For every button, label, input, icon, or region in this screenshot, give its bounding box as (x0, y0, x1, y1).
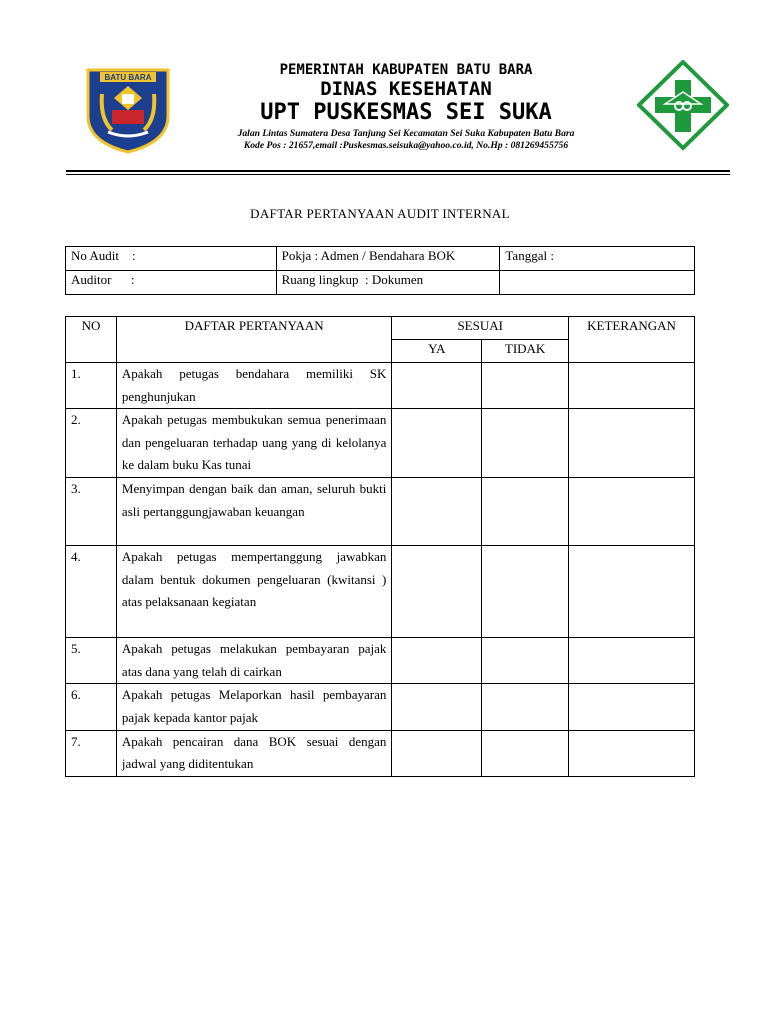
table-row (66, 730, 695, 776)
letterhead-office: DINAS KESEHATAN (320, 78, 492, 100)
letterhead-rule-thin (66, 174, 730, 175)
row-number: 4. (66, 546, 117, 638)
header-daftar-pertanyaan: DAFTAR PERTANYAAN (116, 317, 391, 363)
auditor-field[interactable]: Auditor : (66, 271, 277, 295)
audit-info-table (65, 246, 695, 295)
ya-cell[interactable] (392, 478, 482, 546)
letterhead (176, 62, 636, 152)
audit-info-row (66, 247, 695, 271)
tidak-cell[interactable] (482, 730, 569, 776)
row-number: 6. (66, 684, 117, 730)
emblem-text: BATU BARA (104, 73, 152, 82)
tidak-cell[interactable] (482, 363, 569, 409)
tidak-cell[interactable] (482, 546, 569, 638)
keterangan-cell[interactable] (569, 638, 695, 684)
question-text: Apakah petugas membukukan semua penerimaan dan pengeluaran terhadap uang yang di kelolanya ke dalam buku Kas tunai (116, 409, 391, 478)
header-keterangan: KETERANGAN (569, 317, 695, 363)
header-row (66, 317, 695, 340)
table-row (66, 546, 695, 638)
header-no: NO (66, 317, 117, 363)
ya-cell[interactable] (392, 730, 482, 776)
letterhead-address: Jalan Lintas Sumatera Desa Tanjung Sei Kecamatan Sei Suka Kabupaten Batu Bara (237, 128, 575, 139)
no-audit-field[interactable]: No Audit : (66, 247, 277, 271)
keterangan-cell[interactable] (569, 730, 695, 776)
pokja-field: Pokja : Admen / Bendahara BOK (276, 247, 500, 271)
question-table (65, 316, 695, 777)
audit-info-row (66, 271, 695, 295)
table-row (66, 478, 695, 546)
header-tidak: TIDAK (482, 340, 569, 363)
question-text: Apakah petugas mempertanggung jawabkan dalam bentuk dokumen pengeluaran (kwitansi ) atas pelaksanaan kegiatan (116, 546, 391, 638)
letterhead-rule-thick (66, 170, 730, 172)
tidak-cell[interactable] (482, 478, 569, 546)
letterhead-institution: UPT PUSKESMAS SEI SUKA (260, 100, 552, 125)
keterangan-cell[interactable] (569, 546, 695, 638)
batu-bara-regency-emblem-icon (82, 64, 174, 154)
row-number: 1. (66, 363, 117, 409)
row-number: 2. (66, 409, 117, 478)
ya-cell[interactable] (392, 363, 482, 409)
table-row (66, 638, 695, 684)
empty-cell (500, 271, 695, 295)
tidak-cell[interactable] (482, 638, 569, 684)
question-text: Apakah petugas Melaporkan hasil pembayaran pajak kepada kantor pajak (116, 684, 391, 730)
table-row (66, 363, 695, 409)
tidak-cell[interactable] (482, 684, 569, 730)
row-number: 7. (66, 730, 117, 776)
row-number: 5. (66, 638, 117, 684)
ya-cell[interactable] (392, 638, 482, 684)
ya-cell[interactable] (392, 409, 482, 478)
question-text: Apakah pencairan dana BOK sesuai dengan jadwal yang diditentukan (116, 730, 391, 776)
table-row (66, 409, 695, 478)
ya-cell[interactable] (392, 684, 482, 730)
letterhead-government: PEMERINTAH KABUPATEN BATU BARA (279, 62, 533, 78)
ya-cell[interactable] (392, 546, 482, 638)
ruang-lingkup-field: Ruang lingkup : Dokumen (276, 271, 500, 295)
keterangan-cell[interactable] (569, 478, 695, 546)
header-sesuai: SESUAI (392, 317, 569, 340)
header-ya: YA (392, 340, 482, 363)
question-text: Apakah petugas melakukan pembayaran pajak atas dana yang telah di cairkan (116, 638, 391, 684)
keterangan-cell[interactable] (569, 363, 695, 409)
keterangan-cell[interactable] (569, 409, 695, 478)
row-number: 3. (66, 478, 117, 546)
table-row (66, 684, 695, 730)
puskesmas-green-cross-icon (637, 60, 729, 150)
tanggal-field[interactable]: Tanggal : (500, 247, 695, 271)
document-title: DAFTAR PERTANYAAN AUDIT INTERNAL (250, 206, 510, 221)
keterangan-cell[interactable] (569, 684, 695, 730)
question-text: Apakah petugas bendahara memiliki SK penghunjukan (116, 363, 391, 409)
letterhead-contact: Kode Pos : 21657,email :Puskesmas.seisuka@yahoo.co.id, No.Hp : 081269455756 (243, 140, 569, 151)
tidak-cell[interactable] (482, 409, 569, 478)
question-text: Menyimpan dengan baik dan aman, seluruh bukti asli pertanggungjawaban keuangan (116, 478, 391, 546)
